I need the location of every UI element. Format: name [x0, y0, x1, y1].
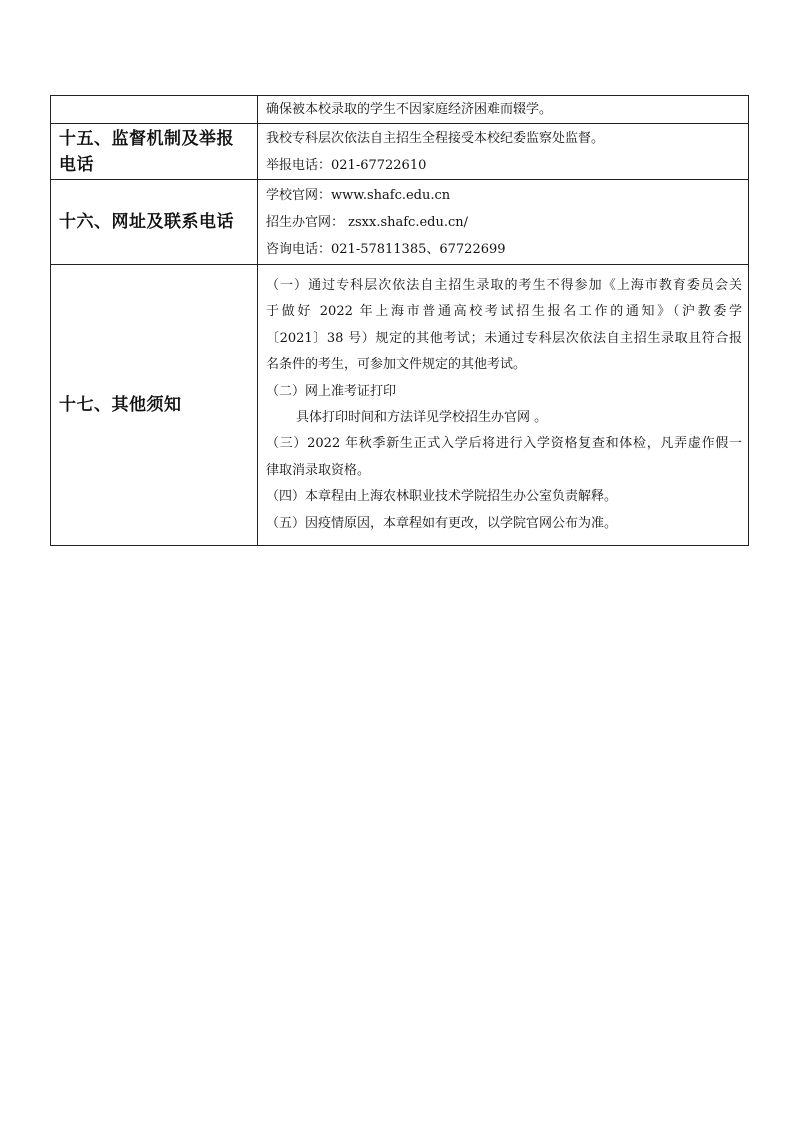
content-line: 招生办官网： zsxx.shafc.edu.cn/	[266, 214, 469, 230]
row-content	[258, 265, 749, 546]
row-heading: 十六、网址及联系电话	[51, 180, 258, 265]
content-line: 学校官网：www.shafc.edu.cn	[266, 187, 451, 203]
content-line: （一）通过专科层次依法自主招生录取的考生不得参加《上海市教育委员会关	[266, 277, 742, 293]
content-line: 于做好 2022 年上海市普通高校考试招生报名工作的通知》（沪教委学	[266, 304, 742, 320]
content-line: （二）网上准考证打印	[266, 383, 397, 399]
content-line: 名条件的考生，可参加文件规定的其他考试。	[266, 357, 527, 373]
content-line: 〔2021〕38 号）规定的其他考试；未通过专科层次依法自主招生录取且符合报	[266, 330, 742, 346]
table-row	[51, 96, 749, 124]
table-row	[51, 124, 749, 180]
content-line: （四）本章程由上海农林职业技术学院招生办公室负责解释。	[266, 489, 618, 505]
content-line: 我校专科层次依法自主招生全程接受本校纪委监察处监督。	[266, 130, 605, 146]
content-line: 具体打印时间和方法详见学校招生办官网 。	[296, 410, 548, 425]
content-line: （三）2022 年秋季新生正式入学后将进行入学资格复查和体检，凡弄虚作假一	[266, 436, 742, 452]
row-heading: 十七、其他须知	[51, 265, 258, 546]
row-heading: 十五、监督机制及举报电话	[51, 124, 258, 180]
table-row	[51, 180, 749, 265]
admissions-table	[50, 95, 749, 546]
row-content	[258, 96, 749, 124]
content-line: 举报电话：021-67722610	[266, 157, 427, 173]
row-heading	[51, 96, 258, 124]
content-line: 确保被本校录取的学生不因家庭经济困难而辍学。	[266, 101, 553, 117]
content-line: 咨询电话：021-57811385、67722699	[266, 241, 506, 257]
row-content	[258, 124, 749, 180]
content-line: 律取消录取资格。	[266, 462, 371, 478]
row-content	[258, 180, 749, 265]
table-row	[51, 265, 749, 546]
content-line: （五）因疫情原因，本章程如有更改，以学院官网公布为准。	[266, 515, 618, 531]
